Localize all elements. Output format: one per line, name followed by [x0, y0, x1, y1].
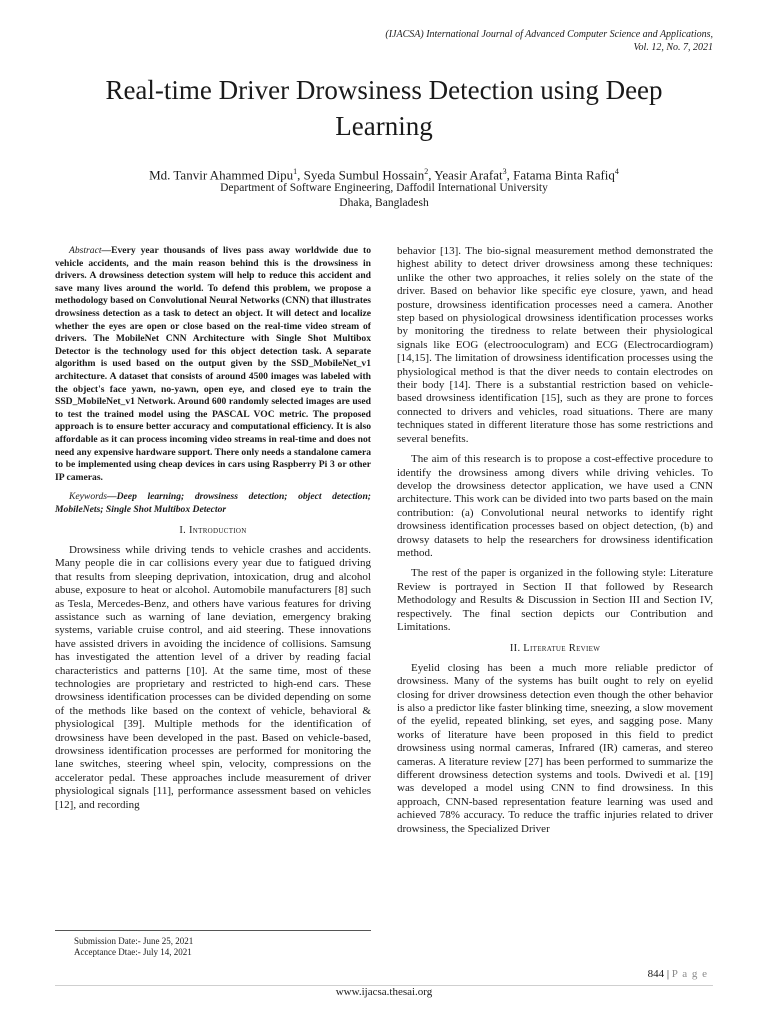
submission-date: Submission Date:- June 25, 2021: [74, 936, 194, 946]
page-label: P a g e: [671, 968, 708, 980]
abstract-text: —Every year thousands of lives pass away worldwide due to vehicle accidents, and the main reason behind this is the drowsiness in drivers. A drowsiness detection system will help to reduce this accident and save many lives around the world. To defend this problem, we propose a methodology based on Convolutional Neural Networks (CNN) that illustrates drowsiness detection as a task to detect an object. It will detect and localize whether the eyes are open or close based on the real-time video stream of drivers. The MobileNet CNN Architecture with Single Shot Multibox Detector is the technology used for this object detection task. A separate algorithm is used based on the output given by the SSD_MobileNet_v1 architecture. A dataset that consists of around 4500 images was labeled with the object's face yawn, no-yawn, open eye, and closed eye to train the SSD_MobileNet_v1 Network. Around 600 randomly selected images are used to test the trained model using the PASCAL VOC metric. The proposed approach is to ensure better accuracy and computational efficiency. It is also affordable as it can process incoming video streams in real-time and does not need any expensive hardware support. There only needs a standalone camera to be implemented using cheap devices in cars using Raspberry Pi 3 or other IP cameras.: [55, 245, 371, 483]
author-name: Fatama Binta Rafiq: [513, 167, 615, 183]
affiliation-location: Dhaka, Bangladesh: [339, 197, 429, 209]
author-affil-marker: 4: [614, 167, 619, 176]
body-paragraph: Drowsiness while driving tends to vehicle crashes and accidents. Many people die in car collisions every year due to fatigued driving that results from sleeping deprivation, intoxication, drug and alcohol abuse, exposure to heat or alcohol. Automobile manufacturers [8] such as Tesla, Mercedes-Benz, and others have various features for driving assistance such as warning of lane deviation, emergency braking systems, variable cruise control, and aid steering. These innovations have assisted drivers in avoiding the incidence of collisions. Samsung has investigated the attention level of a driver by reading facial characteristics and patterns [10]. At the same time, most of these technologies are proprietary and restricted to high-end cars. These drowsiness identification processes can be divided depending on some of the methods like based on the context of vehicle, behavioral & physiological [39]. Multiple methods for the identification of drowsiness have been developed in the past. Based on vehicle-based, drowsiness identification processes are performed for monitoring the lane switches, steering wheel spin, velocity, compressions on the accelerator pedal. These approaches include measurement of driver physiological signals [11], performance assessment based on vehicles [12], and recording: [55, 543, 371, 811]
body-paragraph: The aim of this research is to propose a cost-effective procedure to identify the drowsiness among divers while driving vehicles. To develop the drowsiness detector application, we have used a CNN architecture. This work can be divided into two parts based on the main contribution: (a) Convolutional neural networks to identify right drowsiness identification processes based on object detection, (b) and drowsy datasets to help the researchers for drowsiness identification method.: [397, 453, 713, 559]
author-affil-marker: 1: [293, 167, 298, 176]
keywords-label: Keywords: [69, 491, 108, 503]
abstract: [55, 245, 371, 484]
journal-website: www.ijacsa.thesai.org: [335, 986, 433, 998]
page-number-separator: |: [664, 968, 672, 980]
section-heading-introduction: I. Introduction: [179, 525, 247, 537]
journal-header: [385, 28, 713, 54]
footnote-divider: [55, 930, 371, 931]
author-name: Yeasir Arafat: [434, 167, 503, 183]
affiliation: [40, 181, 728, 211]
page-number: [648, 968, 708, 980]
keywords-text: —Deep learning; drowsiness detection; object detection; MobileNets; Single Shot Multibox Detector: [55, 491, 371, 515]
author-list: Md. Tanvir Ahammed Dipu$^1$, Syeda Sumbul Hossain$^2$, Yeasir Arafat$^3$, Fatama Binta Rafiq$^4$: [149, 167, 619, 183]
author-affil-marker: 3: [502, 167, 507, 176]
right-column: [397, 245, 713, 843]
journal-volume: Vol. 12, No. 7, 2021: [633, 42, 713, 53]
author-affil-marker: 2: [424, 167, 429, 176]
section-heading-literature-review: II. Literatue Review: [509, 643, 601, 655]
paper-title: Real-time Driver Drowsiness Detection using Deep Learning: [105, 75, 663, 141]
body-paragraph: The rest of the paper is organized in the following style: Literature Review is portrayed in Section II that followed by Research Methodology and Results & Discussion in Section III and Section IV, respectively. The final section depicts our Contribution and Limitations.: [397, 567, 713, 633]
page-number-value: 844: [647, 968, 665, 980]
author-name: Md. Tanvir Ahammed Dipu: [149, 167, 294, 183]
keywords: [55, 491, 371, 516]
acceptance-date: Acceptance Dtae:- July 14, 2021: [74, 947, 192, 957]
journal-name: (IJACSA) International Journal of Advanced Computer Science and Applications,: [385, 29, 713, 40]
affiliation-department: Department of Software Engineering, Daffodil International University: [220, 182, 548, 194]
abstract-label: Abstract: [69, 245, 102, 256]
body-paragraph: Eyelid closing has been a much more reliable predictor of drowsiness. Many of the systems has built ought to rely on eyelid closing for driver drowsiness detection even though the other behavior is also a predictor like faster blinking time, sneezing, a slow movement of the eyelid, repeated blinking, set eyes, and sagging pose. Many works of literature have been proposed in this field to predict drowsiness using normal cameras, Infrared (IR) cameras, and stereo cameras. A literature review [27] has been performed to summarize the different drowsiness detection systems and tools. Dwivedi et al. [19] was developed a model using CNN to find drowsiness. In this approach, CNN-based representation feature learning was used and achieved 78% accuracy. To reduce the traffic injuries related to driver drowsiness, the Specialized Driver: [397, 661, 713, 835]
author-name: Syeda Sumbul Hossain: [303, 167, 425, 183]
left-column: [55, 245, 371, 819]
footnotes: [74, 936, 193, 958]
body-paragraph: behavior [13]. The bio-signal measurement method demonstrated the highest ability to detect driver drowsiness among these techniques: unlike the other two approaches, it relies solely on the state of the driver. Based on behavior like specific eye closure, yawn, and head posture, drowsiness identification processes need a camera. Another step based on physiological drowsiness identification processes works by monitoring the tiredness to relate between their physiological signals like EOG (electrooculogram) and ECG (Electrocardiogram) [14,15]. The limitation of drowsiness identification processes using the physiological method is that the diver needs to contain electrodes on their body [14]. There is a substantial restriction based on vehicle-based drowsiness identification [15], such as they are prone to forces connected to drivers and vehicles, road situations. There are many techniques stated in different literature those has some restrictions and several benefits.: [397, 245, 713, 445]
